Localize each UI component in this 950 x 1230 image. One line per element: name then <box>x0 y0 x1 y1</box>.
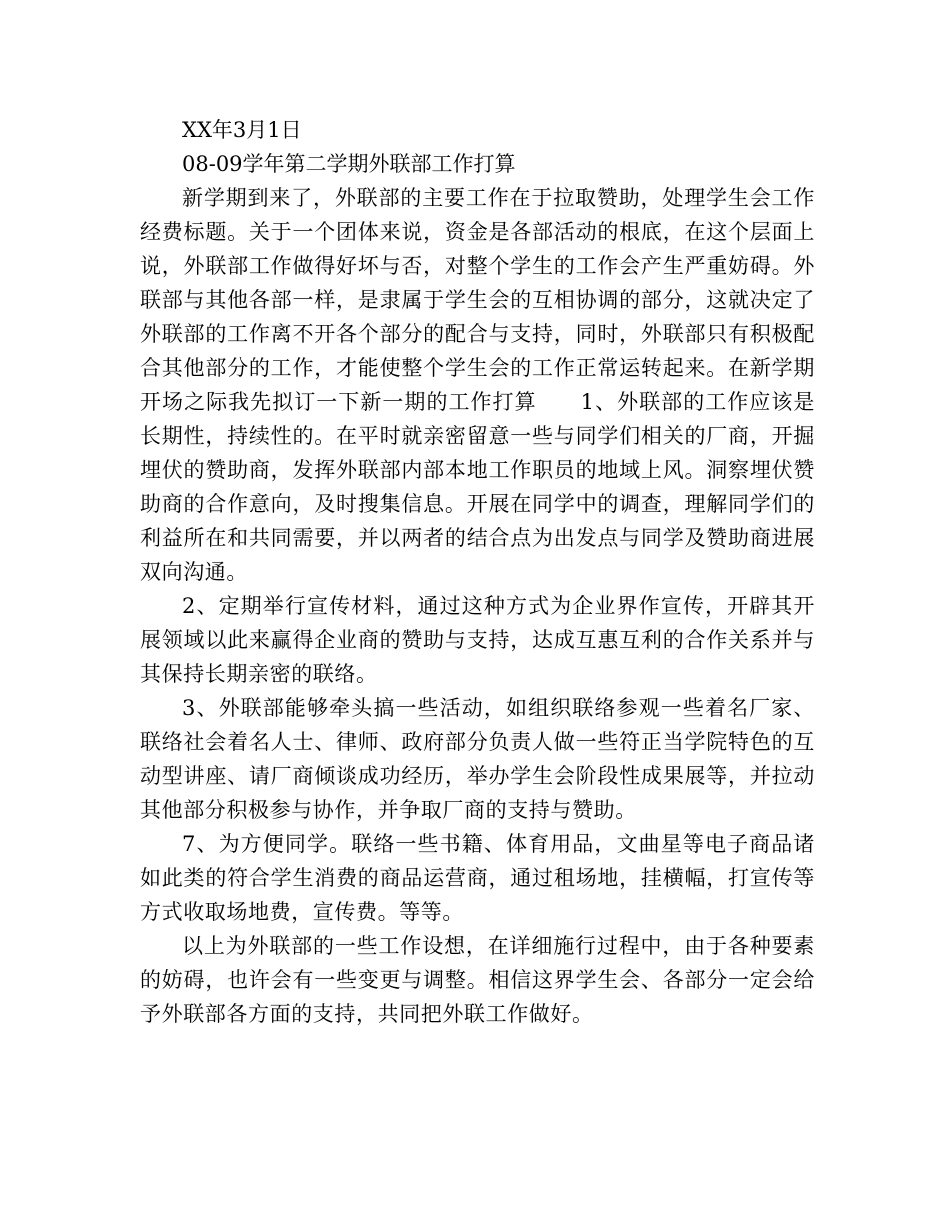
paragraph-item-7: 7、为方便同学。联络一些书籍、体育用品，文曲星等电子商品诸如此类的符合学生消费的商品运营商，通过租场地，挂横幅，打宣传等方式收取场地费，宣传费。等等。 <box>140 832 815 924</box>
document-date: XX年3月1日 <box>182 118 302 142</box>
document-body <box>140 113 815 1031</box>
paragraph-item-2: 2、定期举行宣传材料，通过这种方式为企业界作宣传，开辟其开展领域以此来赢得企业商的赞助与支持，达成互惠互利的合作关系并与其保持长期亲密的联络。 <box>140 594 815 686</box>
paragraph-conclusion: 以上为外联部的一些工作设想，在详细施行过程中，由于各种要素的妨碍，也许会有一些变更与调整。相信这界学生会、各部分一定会给予外联部各方面的支持，共同把外联工作做好。 <box>140 934 815 1026</box>
document-title: 08-09学年第二学期外联部工作打算 <box>182 152 516 176</box>
paragraph-item-3: 3、外联部能够牵头搞一些活动，如组织联络参观一些着名厂家、联络社会着名人士、律师、政府部分负责人做一些符正当学院特色的互动型讲座、请厂商倾谈成功经历，举办学生会阶段性成果展等，并拉动其他部分积极参与协作，并争取厂商的支持与赞助。 <box>140 696 815 822</box>
paragraph-intro: 新学期到来了，外联部的主要工作在于拉取赞助，处理学生会工作经费标题。关于一个团体来说，资金是各部活动的根底，在这个层面上说，外联部工作做得好坏与否，对整个学生的工作会产生严重妨碍。外联部与其他各部一样，是隶属于学生会的互相协调的部分，这就决定了外联部的工作离不开各个部分的配合与支持，同时，外联部只有积极配合其他部分的工作，才能使整个学生会的工作正常运转起来。在新学期开场之际我先拟订一下新一期的工作打算 1、外联部的工作应该是长期性，持续性的。在平时就亲密留意一些与同学们相关的厂商，开掘埋伏的赞助商，发挥外联部内部本地工作职员的地域上风。洞察埋伏赞助商的合作意向，及时搜集信息。开展在同学中的调查，理解同学们的利益所在和共同需要，并以两者的结合点为出发点与同学及赞助商进展双向沟通。 <box>140 186 815 584</box>
